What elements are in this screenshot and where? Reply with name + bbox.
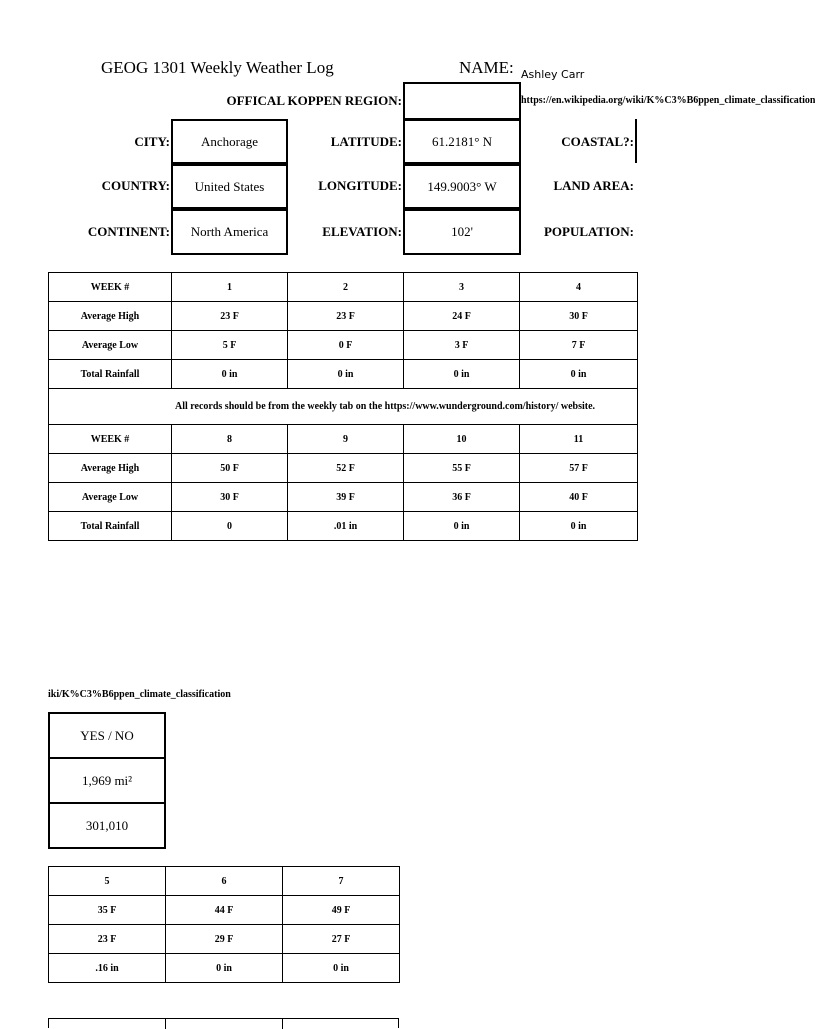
table-row: [49, 273, 638, 302]
table-cell[interactable]: 52 F: [288, 454, 404, 483]
country-field[interactable]: United States: [171, 164, 288, 209]
city-label: CITY:: [134, 134, 170, 149]
table-cell[interactable]: 3 F: [404, 331, 520, 360]
table-cell[interactable]: 7: [283, 867, 400, 896]
weeks-8-11-table: [48, 424, 638, 541]
latitude-label: LATITUDE:: [330, 134, 402, 149]
table-cell[interactable]: 0 in: [404, 512, 520, 541]
continent-field[interactable]: North America: [171, 209, 288, 255]
coastal-field-edge: [635, 119, 637, 163]
table-cell[interactable]: 8: [172, 425, 288, 454]
longitude-label: LONGITUDE:: [318, 178, 402, 193]
longitude-field[interactable]: 149.9003° W: [403, 164, 521, 209]
table-cell[interactable]: 6: [166, 867, 283, 896]
table-row: [49, 512, 638, 541]
table-row: [49, 483, 638, 512]
table-cell[interactable]: 36 F: [404, 483, 520, 512]
row-label-average-high: Average High: [49, 302, 172, 331]
table-cell[interactable]: 49 F: [283, 896, 400, 925]
table-cell[interactable]: 57 F: [520, 454, 638, 483]
elevation-label: ELEVATION:: [322, 224, 402, 239]
table-cell[interactable]: 0 in: [404, 360, 520, 389]
next-table-top-edge: [48, 1018, 399, 1028]
table-cell[interactable]: 7 F: [520, 331, 638, 360]
table-cell[interactable]: 4: [520, 273, 638, 302]
table-divider: [165, 1019, 166, 1029]
table-cell[interactable]: 23 F: [49, 925, 166, 954]
table-cell[interactable]: 50 F: [172, 454, 288, 483]
row-label-week: WEEK #: [49, 273, 172, 302]
table-cell[interactable]: 0 in: [283, 954, 400, 983]
population-label: POPULATION:: [543, 224, 634, 239]
records-note: All records should be from the weekly tab on the https://www.wunderground.com/history/ website.: [49, 389, 638, 425]
table-row: [49, 425, 638, 454]
land-area-label: LAND AREA:: [553, 178, 634, 193]
table-cell[interactable]: 0: [172, 512, 288, 541]
table-divider: [282, 1019, 283, 1029]
koppen-url-overflow: iki/K%C3%B6ppen_climate_classification: [48, 689, 231, 700]
coastal-field[interactable]: YES / NO: [48, 712, 166, 759]
table-cell[interactable]: 3: [404, 273, 520, 302]
table-cell[interactable]: 29 F: [166, 925, 283, 954]
table-cell[interactable]: 23 F: [288, 302, 404, 331]
table-row: [49, 954, 400, 983]
weeks-5-7-table: [48, 866, 400, 983]
row-label-total-rainfall: Total Rainfall: [49, 512, 172, 541]
row-label-week: WEEK #: [49, 425, 172, 454]
table-cell[interactable]: 23 F: [172, 302, 288, 331]
table-cell[interactable]: 30 F: [520, 302, 638, 331]
table-cell[interactable]: 0 in: [172, 360, 288, 389]
koppen-field[interactable]: [403, 82, 521, 120]
table-cell[interactable]: .16 in: [49, 954, 166, 983]
table-row: [49, 389, 638, 425]
table-cell[interactable]: 2: [288, 273, 404, 302]
table-cell[interactable]: 0 in: [166, 954, 283, 983]
name-label: NAME:: [459, 58, 514, 77]
table-cell[interactable]: 24 F: [404, 302, 520, 331]
koppen-label: OFFICAL KOPPEN REGION:: [226, 93, 402, 108]
table-cell[interactable]: 44 F: [166, 896, 283, 925]
table-cell[interactable]: 0 in: [288, 360, 404, 389]
city-field[interactable]: Anchorage: [171, 119, 288, 164]
koppen-url: https://en.wikipedia.org/wiki/K%C3%B6ppen_climate_classification: [521, 95, 815, 106]
table-row: [49, 331, 638, 360]
country-label: COUNTRY:: [101, 178, 170, 193]
continent-label: CONTINENT:: [87, 224, 170, 239]
table-cell[interactable]: 5 F: [172, 331, 288, 360]
table-cell[interactable]: 40 F: [520, 483, 638, 512]
row-label-average-low: Average Low: [49, 483, 172, 512]
table-cell[interactable]: 5: [49, 867, 166, 896]
table-row: [49, 454, 638, 483]
table-cell[interactable]: 10: [404, 425, 520, 454]
land-area-field[interactable]: 1,969 mi²: [48, 757, 166, 804]
table-cell[interactable]: 1: [172, 273, 288, 302]
table-cell[interactable]: 0 in: [520, 360, 638, 389]
table-row: [49, 867, 400, 896]
table-row: [49, 896, 400, 925]
row-label-average-low: Average Low: [49, 331, 172, 360]
latitude-field[interactable]: 61.2181° N: [403, 119, 521, 164]
elevation-field[interactable]: 102': [403, 209, 521, 255]
table-cell[interactable]: 0 in: [520, 512, 638, 541]
table-cell[interactable]: 39 F: [288, 483, 404, 512]
table-cell[interactable]: .01 in: [288, 512, 404, 541]
table-cell[interactable]: 55 F: [404, 454, 520, 483]
table-row: [49, 925, 400, 954]
table-row: [49, 360, 638, 389]
table-cell[interactable]: 35 F: [49, 896, 166, 925]
table-cell[interactable]: 30 F: [172, 483, 288, 512]
weeks-1-4-table: [48, 272, 638, 425]
table-row: [49, 302, 638, 331]
population-field[interactable]: 301,010: [48, 802, 166, 849]
coastal-label: COASTAL?:: [561, 134, 634, 149]
page-title: GEOG 1301 Weekly Weather Log: [101, 58, 334, 77]
row-label-total-rainfall: Total Rainfall: [49, 360, 172, 389]
table-cell[interactable]: 11: [520, 425, 638, 454]
table-cell[interactable]: 27 F: [283, 925, 400, 954]
table-cell[interactable]: 9: [288, 425, 404, 454]
name-value[interactable]: Ashley Carr: [521, 68, 585, 81]
table-cell[interactable]: 0 F: [288, 331, 404, 360]
row-label-average-high: Average High: [49, 454, 172, 483]
